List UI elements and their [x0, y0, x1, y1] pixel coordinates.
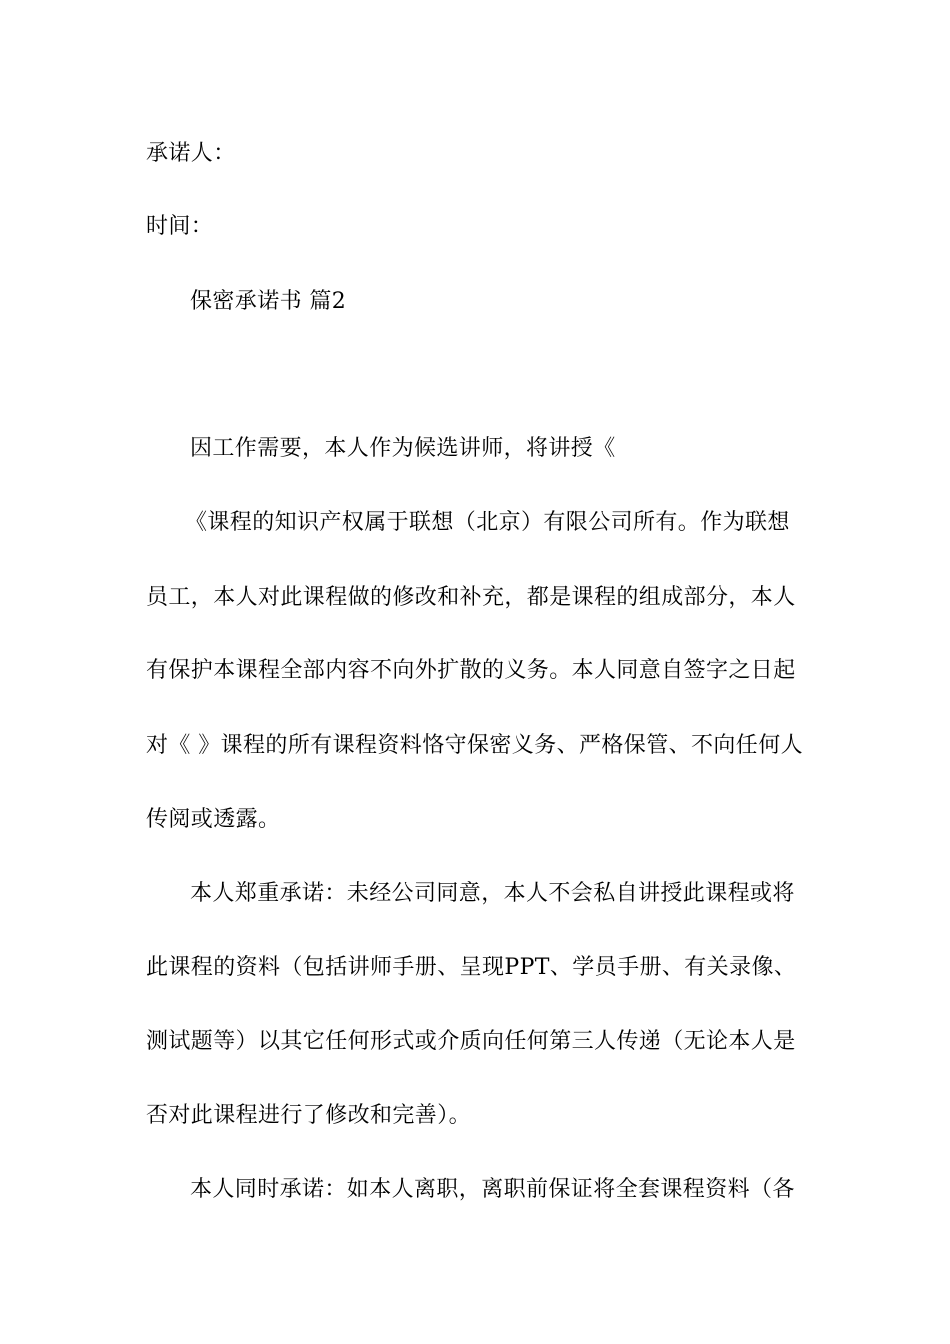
- paragraph-line: 因工作需要，本人作为候选讲师，将讲授《: [190, 436, 616, 461]
- paragraph-line: 《课程的知识产权属于联想（北京）有限公司所有。作为联想: [185, 510, 790, 535]
- paragraph-line: 本人郑重承诺：未经公司同意，本人不会私自讲授此课程或将: [190, 881, 795, 906]
- paragraph-line: 员工，本人对此课程做的修改和补充，都是课程的组成部分，本人: [146, 585, 796, 610]
- paragraph-line: 传阅或透露。: [146, 807, 281, 832]
- paragraph-line: 有保护本课程全部内容不向外扩散的义务。本人同意自签字之日起: [146, 658, 796, 683]
- paragraph-line: 本人同时承诺：如本人离职，离职前保证将全套课程资料（各: [190, 1177, 795, 1202]
- paragraph-line: 对《 》课程的所有课程资料恪守保密义务、严格保管、不向任何人: [146, 733, 803, 758]
- section-title: 保密承诺书 篇2: [190, 289, 347, 314]
- paragraph-line: 此课程的资料（包括讲师手册、呈现PPT、学员手册、有关录像、: [146, 955, 797, 980]
- paragraph-line: 测试题等）以其它任何形式或介质向任何第三人传递（无论本人是: [146, 1029, 796, 1054]
- paragraph-line: 否对此课程进行了修改和完善）。: [146, 1103, 472, 1128]
- signer-label: 承诺人：: [146, 141, 236, 166]
- date-label: 时间：: [146, 214, 214, 239]
